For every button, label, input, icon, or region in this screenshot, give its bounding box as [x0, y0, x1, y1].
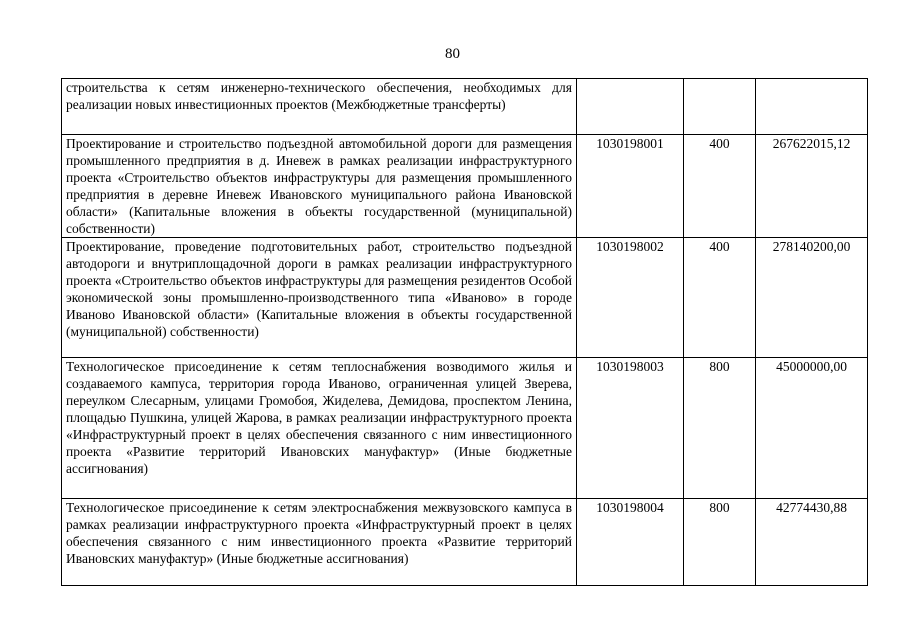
row-description: строительства к сетям инженерно-технического обеспечения, необходимых для реализации новых инвестиционных проектов (Межбюджетные трансферты) — [62, 79, 577, 135]
row-description: Технологическое присоединение к сетям электроснабжения межвузовского кампуса в рамках реализации инфраструктурного проекта «Инфраструктурный проект в целях обеспечения связанного с ним инвестиционного проекта «Развитие территорий Ивановских мануфактур» (Иные бюджетные ассигнования) — [62, 499, 577, 586]
row-expense-type — [684, 79, 756, 135]
row-target-code: 1030198002 — [577, 238, 684, 358]
row-description: Проектирование, проведение подготовительных работ, строительство подъездной автодороги и внутриплощадочной дороги в рамках реализации инфраструктурного проекта «Строительство объектов инфраструктуры для размещения резидентов Особой экономической зоны промышленно-производственного типа «Иваново» в городе Иваново Ивановской области» (Капитальные вложения в объекты государственной (муниципальной) собственности) — [62, 238, 577, 358]
row-amount: 267622015,12 — [756, 135, 868, 238]
row-target-code — [577, 79, 684, 135]
table-row — [62, 358, 868, 499]
row-amount: 278140200,00 — [756, 238, 868, 358]
row-amount — [756, 79, 868, 135]
row-expense-type: 800 — [684, 358, 756, 499]
row-description: Технологическое присоединение к сетям теплоснабжения возводимого жилья и создаваемого кампуса, территория города Иваново, ограниченная улицей Зверева, переулком Слесарным, улицами Громобоя, Жиделева, Демидова, проспектом Ленина, площадью Пушкина, улицей Жарова, в рамках реализации инфраструктурного проекта «Инфраструктурный проект в целях обеспечения связанного с ним инвестиционного проекта «Развитие территорий Ивановских мануфактур» (Иные бюджетные ассигнования) — [62, 358, 577, 499]
table-row — [62, 499, 868, 586]
row-target-code: 1030198003 — [577, 358, 684, 499]
row-amount: 42774430,88 — [756, 499, 868, 586]
table-row — [62, 79, 868, 135]
row-expense-type: 400 — [684, 238, 756, 358]
row-expense-type: 800 — [684, 499, 756, 586]
table-row — [62, 135, 868, 238]
row-amount: 45000000,00 — [756, 358, 868, 499]
row-target-code: 1030198004 — [577, 499, 684, 586]
row-target-code: 1030198001 — [577, 135, 684, 238]
page-number: 80 — [445, 46, 460, 62]
row-description: Проектирование и строительство подъездной автомобильной дороги для размещения промышленного предприятия в д. Иневеж в рамках реализации инфраструктурного проекта «Строительство объектов инфраструктуры для размещения промышленного предприятия в деревне Иневеж Ивановского муниципального района Ивановской области» (Капитальные вложения в объекты государственной (муниципальной) собственности) — [62, 135, 577, 238]
row-expense-type: 400 — [684, 135, 756, 238]
table-row — [62, 238, 868, 358]
budget-table — [61, 78, 868, 586]
